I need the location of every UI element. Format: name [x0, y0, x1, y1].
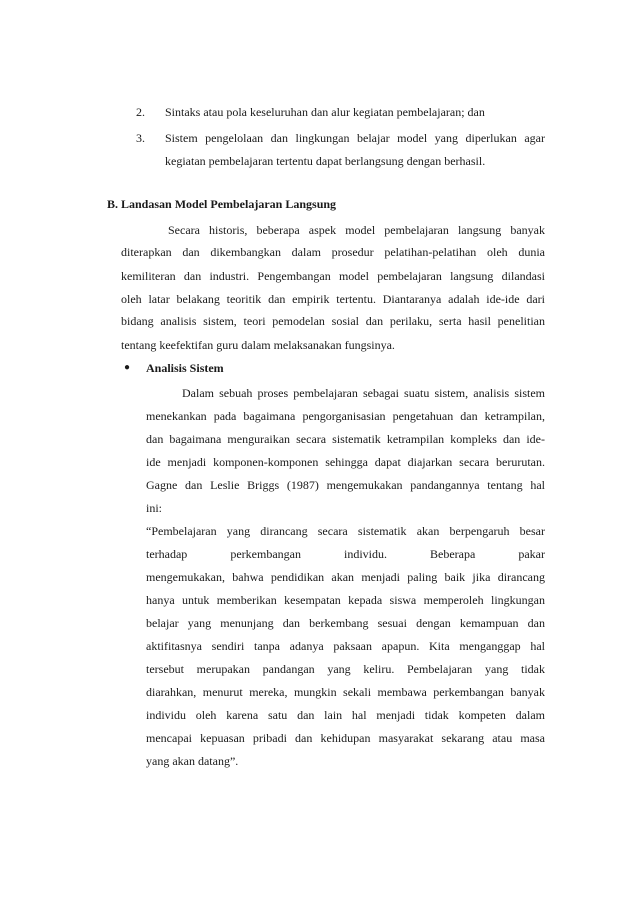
list-item-3-line-2: kegiatan pembelajaran tertentu dapat berlangsung dengan berhasil. [165, 154, 486, 168]
paragraph-2-line-4: ide menjadi komponen-komponen sehingga dapat diajarkan secara berurutan. [146, 455, 545, 469]
quote-line-10: mencapai kepuasan pribadi dan kehidupan masyarakat sekarang atau masa [146, 731, 545, 745]
quote-line-5: belajar yang menunjang dan berkembang sesuai dengan kemampuan dan [146, 616, 545, 630]
list-item-2-text: Sintaks atau pola keseluruhan dan alur kegiatan pembelajaran; dan [165, 105, 485, 119]
quote-line-4: hanya untuk memberikan kesempatan kepada siswa memperoleh lingkungan [146, 593, 545, 607]
quote-line-8: diarahkan, menurut mereka, mungkin sekali membawa perkembangan banyak [146, 685, 545, 699]
paragraph-2-line-6: ini: [146, 501, 163, 515]
paragraph-1-line-2: diterapkan dan dikembangkan dalam prosedur pelatihan-pelatihan oleh dunia [121, 245, 545, 259]
section-heading: B. Landasan Model Pembelajaran Langsung [107, 197, 337, 211]
bullet-icon: ● [124, 362, 131, 373]
quote-line-11: yang akan datang”. [146, 754, 239, 768]
paragraph-2-line-1: Dalam sebuah proses pembelajaran sebagai suatu sistem, analisis sistem [182, 386, 545, 400]
list-number-3: 3. [136, 131, 145, 145]
paragraph-1-line-1: Secara historis, beberapa aspek model pembelajaran langsung banyak [168, 223, 545, 237]
paragraph-2-line-3: dan bagaimana menguraikan secara sistematik ketrampilan kompleks dan ide- [146, 432, 545, 446]
paragraph-2-line-2: menekankan pada bagaimana pengorganisasian pengetahuan dan ketrampilan, [146, 409, 545, 423]
quote-line-1: “Pembelajaran yang dirancang secara sistematik akan berpengaruh besar [146, 524, 545, 538]
list-item-3-line-1: Sistem pengelolaan dan lingkungan belajar model yang diperlukan agar [165, 131, 545, 145]
paragraph-1-line-6: tentang keefektifan guru dalam melaksanakan fungsinya. [121, 338, 395, 352]
quote-line-9: individu oleh karena satu dan lain hal menjadi tidak kompeten dalam [146, 708, 545, 722]
paragraph-1-line-3: kemiliteran dan industri. Pengembangan model pembelajaran langsung dilandasi [121, 269, 545, 283]
paragraph-1-line-5: bidang analisis sistem, teori pemodelan sosial dan perilaku, serta hasil penelitian [121, 314, 545, 328]
quote-line-3: mengemukakan, bahwa pendidikan akan menjadi paling baik jika dirancang [146, 570, 545, 584]
subheading-analisis-sistem: Analisis Sistem [146, 361, 224, 375]
quote-line-7: tersebut merupakan pandangan yang keliru. Pembelajaran yang tidak [146, 662, 545, 676]
paragraph-1-line-4: oleh latar belakang teoritik dan empirik tertentu. Diantaranya adalah ide-ide dari [121, 292, 545, 306]
quote-line-2: terhadap perkembangan individu. Beberapa pakar [146, 547, 545, 561]
quote-line-6: aktifitasnya sendiri tanpa adanya paksaan apapun. Kita menganggap hal [146, 639, 545, 653]
list-number-2: 2. [136, 105, 145, 119]
paragraph-2-line-5: Gagne dan Leslie Briggs (1987) mengemukakan pandangannya tentang hal [146, 478, 545, 492]
